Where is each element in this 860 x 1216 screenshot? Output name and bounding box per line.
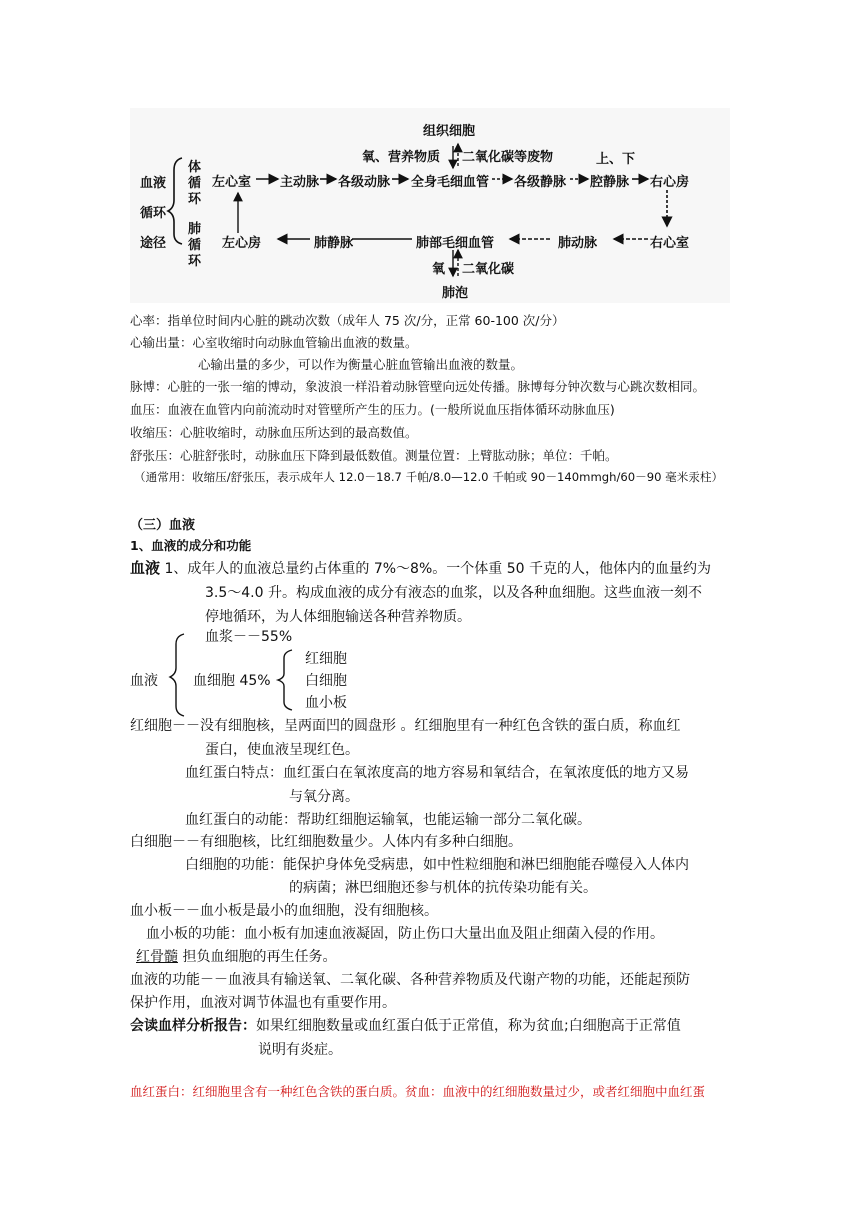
- def-diastolic: 舒张压：心脏舒张时，动脉血压下降到最低数值。测量位置：上臂肱动脉；单位：千帕。: [130, 448, 618, 463]
- def-pulse: 脉博：心脏的一张一缩的博动，象波浪一样沿着动脉管壁向远处传播。脉博每分钟次数与心跳次数相同。: [130, 379, 706, 394]
- node-arteries: 各级动脉: [338, 175, 391, 190]
- tissue-cells-label: 组织细胞: [423, 124, 476, 139]
- hb-feature-line-1: 血红蛋白特点：血红蛋白在氧浓度高的地方容易和氧结合，在氧浓度低的地方又易: [185, 765, 689, 781]
- diagram-label-blood: 血液: [140, 176, 167, 191]
- blood-intro-line-3: 停地循环，为人体细胞输送各种营养物质。: [205, 609, 471, 625]
- oxygen-nutrients-label: 氧、营养物质: [362, 150, 441, 165]
- def-common-note: （通常用：收缩压/舒张压，表示成年人 12.0－18.7 千帕/8.0—12.0 千帕或 90－140mmgh/60－90 毫米汞柱）: [134, 470, 724, 484]
- node-left-atrium: 左心房: [222, 236, 262, 251]
- up-down-label: 上、下: [596, 152, 636, 167]
- node-body-capillaries: 全身毛细血管: [411, 175, 490, 190]
- node-right-ventricle: 右心室: [650, 236, 690, 251]
- red-note: 血红蛋白：红细胞里含有一种红色含铁的蛋白质。贫血：血液中的红细胞数量过少，或者红细胞中血红蛋: [130, 1084, 706, 1099]
- node-veins: 各级静脉: [514, 175, 567, 190]
- node-pulmonary-vein: 肺静脉: [314, 236, 354, 251]
- plasma-item: 血浆－－55%: [205, 629, 293, 645]
- wbc-function-line-2: 的病菌；淋巴细胞还参与机体的抗传染功能有关。: [289, 880, 597, 896]
- blood-intro-line-1: [130, 557, 711, 578]
- systemic-char-3: 环: [188, 192, 202, 207]
- pulmonary-char-2: 循: [188, 238, 202, 253]
- node-pulmonary-artery: 肺动脉: [558, 236, 598, 251]
- diagram-label-circulation: 循环: [140, 206, 167, 221]
- circulation-diagram: [130, 108, 730, 303]
- blood-function-line-2: 保护作用，血液对调节体温也有重要作用。: [130, 995, 396, 1011]
- rbc-line-2: 蛋白，使血液呈现红色。: [205, 742, 359, 758]
- composition-root: 血液: [130, 673, 158, 689]
- def-cardiac-output: 心输出量：心室收缩时向动脉血管输出血液的数量。: [130, 335, 418, 350]
- section-heading: （三）血液: [130, 518, 196, 533]
- marrow-line: [136, 946, 336, 966]
- cell-type-rbc: 红细胞: [305, 651, 347, 667]
- systemic-char-1: 体: [188, 160, 202, 175]
- report-line-1: [130, 1015, 681, 1035]
- def-heart-rate: 心率：指单位时间内心脏的跳动次数（成年人 75 次/分，正常 60-100 次/分）: [130, 313, 565, 328]
- marrow-rest: 担负血细胞的再生任务。: [182, 949, 337, 965]
- blood-intro-text-1: 1、成年人的血液总量约占体重的 7%～8%。一个体重 50 千克的人，他体内的血量约为: [160, 561, 711, 577]
- blood-function-line-1: 血液的功能－－血液具有输送氧、二氧化碳、各种营养物质及代谢产物的功能，还能起预防: [130, 972, 690, 988]
- main-brace: [168, 158, 182, 244]
- def-blood-pressure: 血压：血液在血管内向前流动时对管壁所产生的压力。(一般所说血压指体循环动脉血压): [130, 402, 615, 417]
- alveoli-label: 肺泡: [442, 286, 469, 301]
- node-left-ventricle: 左心室: [212, 175, 252, 190]
- wbc-function-line-1: 白细胞的功能：能保护身体免受病患，如中性粒细胞和淋巴细胞能吞噬侵入人体内: [185, 857, 689, 873]
- oxygen-label: 氧: [432, 262, 446, 277]
- wbc-line: 白细胞－－有细胞核，比红细胞数量少。人体内有多种白细胞。: [130, 834, 522, 850]
- section-subheading: 1、血液的成分和功能: [130, 538, 252, 553]
- report-text-1: 如果红细胞数量或血红蛋白低于正常值，称为贫血;白细胞高于正常值: [256, 1018, 681, 1034]
- def-cardiac-output-note: 心输出量的多少，可以作为衡量心脏血管输出血液的数量。: [198, 357, 524, 372]
- blood-cells-item: 血细胞 45%: [193, 673, 271, 689]
- hb-function: 血红蛋白的动能：帮助红细胞运输氧，也能运输一部分二氧化碳。: [185, 812, 591, 828]
- co2-label: 二氧化碳: [462, 262, 515, 277]
- hb-feature-line-2: 与氧分离。: [289, 789, 359, 805]
- marrow-term: 红骨髓: [136, 949, 178, 965]
- diagram-label-pathway: 途径: [140, 236, 167, 251]
- pulmonary-char-1: 肺: [188, 222, 202, 237]
- cell-type-wbc: 白细胞: [305, 673, 347, 689]
- platelet-function: 血小板的功能：血小板有加速血液凝固，防止伤口大量出血及阻止细菌入侵的作用。: [146, 926, 664, 942]
- blood-intro-line-2: 3.5～4.0 升。构成血液的成分有液态的血浆，以及各种血细胞。这些血液一刻不: [205, 585, 702, 601]
- platelet-line: 血小板－－血小板是最小的血细胞，没有细胞核。: [130, 903, 438, 919]
- node-aorta: 主动脉: [280, 175, 320, 190]
- systemic-char-2: 循: [188, 176, 202, 191]
- blood-term: 血液: [130, 559, 161, 577]
- report-line-2: 说明有炎症。: [258, 1042, 342, 1058]
- node-vena-cava: 腔静脉: [590, 175, 630, 190]
- node-right-atrium: 右心房: [650, 175, 690, 190]
- def-systolic: 收缩压：心脏收缩时，动脉血压所达到的最高数值。: [130, 425, 418, 440]
- cell-type-platelet: 血小板: [305, 695, 347, 711]
- rbc-line-1: 红细胞－－没有细胞核，呈两面凹的圆盘形 。红细胞里有一种红色含铁的蛋白质，称血红: [130, 718, 681, 734]
- pulmonary-char-3: 环: [188, 254, 202, 269]
- node-lung-capillaries: 肺部毛细血管: [416, 236, 495, 251]
- co2-waste-label: 二氧化碳等废物: [462, 150, 554, 165]
- report-label: 会读血样分析报告：: [130, 1018, 256, 1034]
